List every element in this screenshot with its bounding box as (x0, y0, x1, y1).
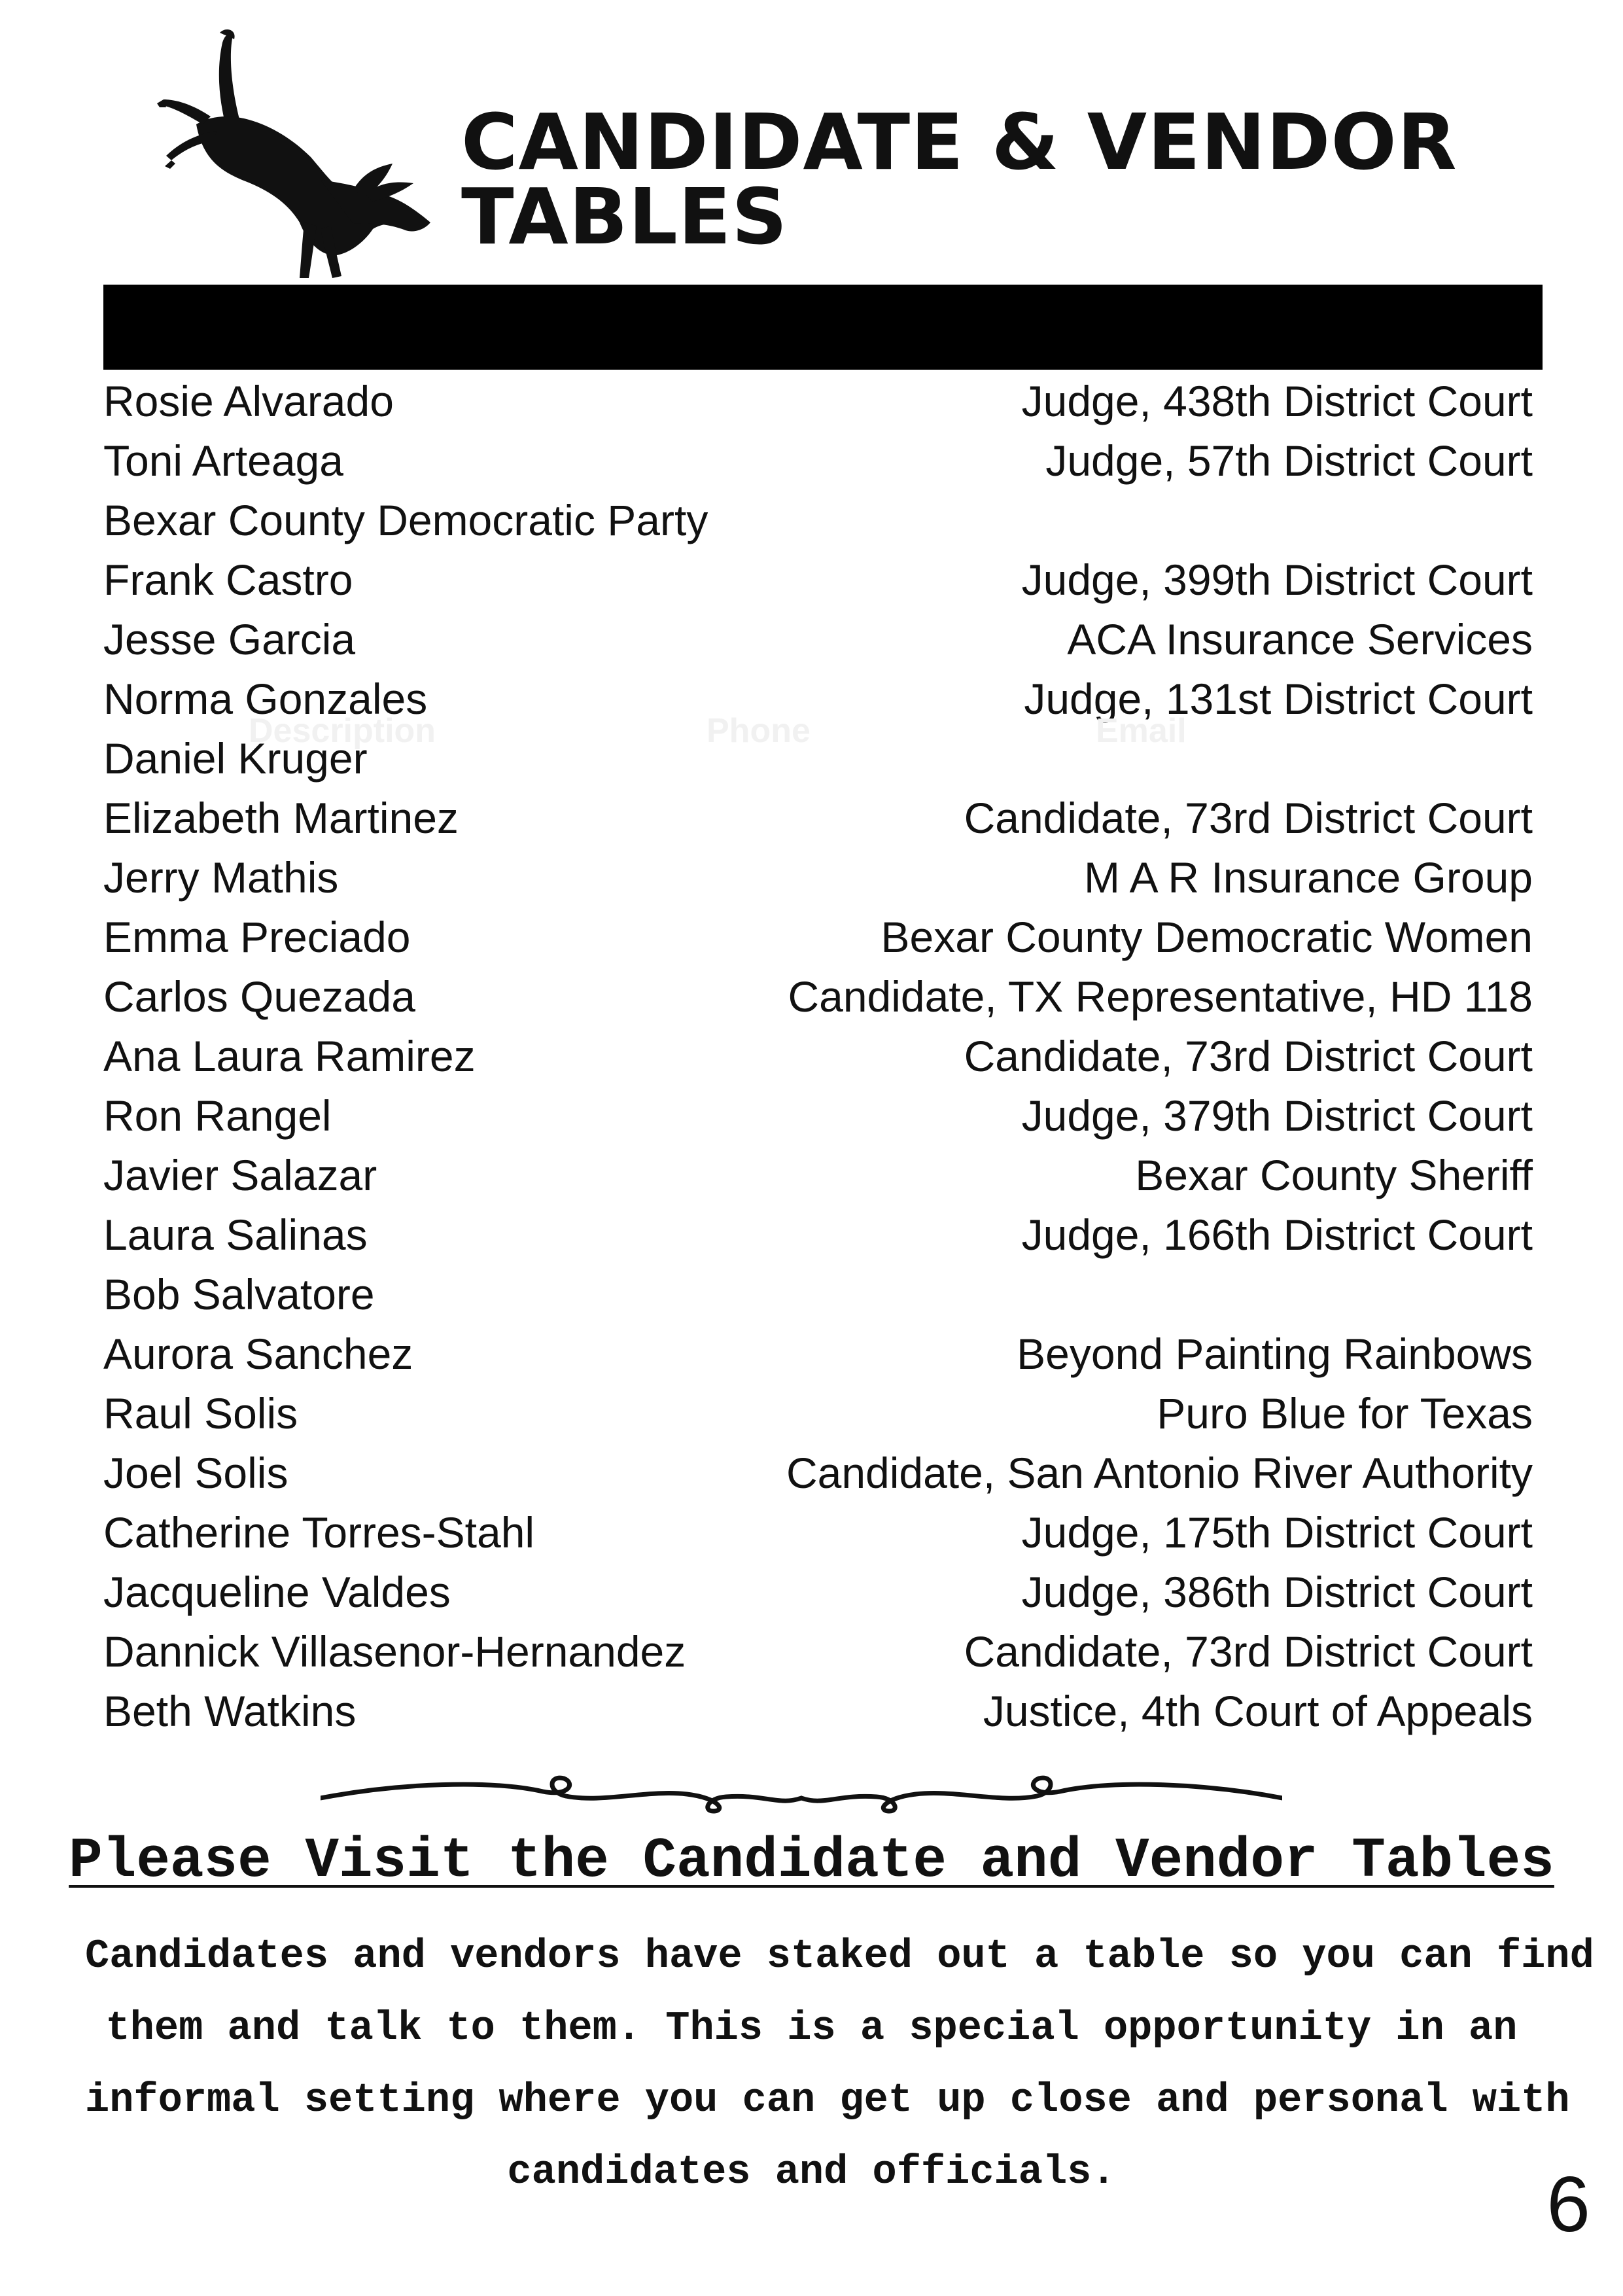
visit-line: them and talk to them. This is a special opportunity in an (105, 2005, 1518, 2051)
list-item-name: Jesse Garcia (103, 615, 356, 663)
list-item (103, 1031, 1533, 1091)
list-item-description: Candidate, 73rd District Court (964, 794, 1533, 842)
page-header (0, 0, 1623, 281)
visit-paragraph (85, 1920, 1594, 2208)
list-item (103, 1508, 1533, 1567)
candidate-vendor-list (103, 376, 1533, 1746)
list-item (103, 495, 1533, 555)
list-item-description: Judge, 386th District Court (1021, 1568, 1533, 1616)
list-item-name: Jerry Mathis (103, 853, 339, 902)
list-item-name: Ron Rangel (103, 1091, 332, 1140)
list-item-description: Beyond Painting Rainbows (1017, 1330, 1533, 1378)
header-black-bar (103, 285, 1543, 370)
list-item-description: Candidate, 73rd District Court (964, 1627, 1533, 1676)
list-item-name: Bob Salvatore (103, 1270, 375, 1318)
list-item-description: Judge, 379th District Court (1021, 1091, 1533, 1140)
list-item (103, 1388, 1533, 1448)
faded-column-description: Description (249, 712, 436, 750)
list-item-name: Rosie Alvarado (103, 377, 394, 425)
list-item-name: Elizabeth Martinez (103, 794, 459, 842)
list-item-name: Frank Castro (103, 556, 353, 604)
list-item-description: Judge, 166th District Court (1021, 1210, 1533, 1259)
list-item-name: Laura Salinas (103, 1210, 368, 1259)
page-title (461, 97, 1457, 262)
list-item-name: Catherine Torres-Stahl (103, 1508, 535, 1557)
list-item-name: Emma Preciado (103, 913, 411, 961)
list-item-name: Carlos Quezada (103, 972, 415, 1021)
list-item-description: ACA Insurance Services (1067, 615, 1533, 663)
list-item-description: Judge, 131st District Court (1024, 675, 1533, 723)
list-item-name: Ana Laura Ramirez (103, 1032, 476, 1080)
list-item (103, 1686, 1533, 1746)
list-item-description: Justice, 4th Court of Appeals (983, 1687, 1533, 1735)
decorative-swirl-divider (321, 1760, 1282, 1819)
list-item (103, 912, 1533, 972)
list-item-description: Bexar County Democratic Women (881, 913, 1533, 961)
visit-line: informal setting where you can get up close and personal with (85, 2077, 1570, 2123)
list-item (103, 555, 1533, 614)
list-item-description: Judge, 57th District Court (1045, 436, 1533, 485)
list-item-description: Judge, 175th District Court (1021, 1508, 1533, 1557)
list-item (103, 1448, 1533, 1508)
list-item-name: Daniel Kruger (103, 734, 368, 783)
list-item-description: Bexar County Sheriff (1135, 1151, 1533, 1199)
faded-column-phone: Phone (707, 712, 811, 750)
list-item (103, 376, 1533, 436)
list-item-description: Puro Blue for Texas (1157, 1389, 1533, 1438)
visit-line: Candidates and vendors have staked out a table so you can find (85, 1933, 1594, 1979)
list-item-name: Beth Watkins (103, 1687, 357, 1735)
list-item-description: Judge, 399th District Court (1021, 556, 1533, 604)
list-item (103, 972, 1533, 1031)
list-item-description: M A R Insurance Group (1083, 853, 1533, 902)
list-item (103, 614, 1533, 674)
list-item (103, 1627, 1533, 1686)
list-item (103, 1329, 1533, 1388)
list-item (103, 1210, 1533, 1269)
visit-heading: Please Visit the Candidate and Vendor Tables (69, 1829, 1554, 1893)
list-item (103, 1150, 1533, 1210)
page-title-line-1: CANDIDATE & VENDOR (461, 97, 1457, 187)
list-item-name: Bexar County Democratic Party (103, 496, 708, 544)
page-title-line-2: TABLES (461, 171, 788, 262)
list-item-name: Toni Arteaga (103, 436, 343, 485)
list-item (103, 1269, 1533, 1329)
list-item-name: Aurora Sanchez (103, 1330, 413, 1378)
list-item-name: Joel Solis (103, 1449, 288, 1497)
kicking-donkey-icon (157, 26, 445, 281)
list-item (103, 1091, 1533, 1150)
list-item-description: Candidate, 73rd District Court (964, 1032, 1533, 1080)
list-item-description: Candidate, San Antonio River Authority (786, 1449, 1533, 1497)
list-item (103, 436, 1533, 495)
list-item-name: Dannick Villasenor-Hernandez (103, 1627, 686, 1676)
list-item (103, 793, 1533, 853)
page-number: 6 (1546, 2161, 1590, 2248)
list-item-name: Jacqueline Valdes (103, 1568, 451, 1616)
list-item (103, 1567, 1533, 1627)
list-item-name: Raul Solis (103, 1389, 298, 1438)
visit-line: candidates and officials. (507, 2149, 1116, 2195)
list-item-description: Candidate, TX Representative, HD 118 (788, 972, 1533, 1021)
list-item (103, 853, 1533, 912)
list-item-description: Judge, 438th District Court (1021, 377, 1533, 425)
list-item-name: Norma Gonzales (103, 675, 428, 723)
faded-column-email: Email (1096, 712, 1187, 750)
list-item-name: Javier Salazar (103, 1151, 377, 1199)
